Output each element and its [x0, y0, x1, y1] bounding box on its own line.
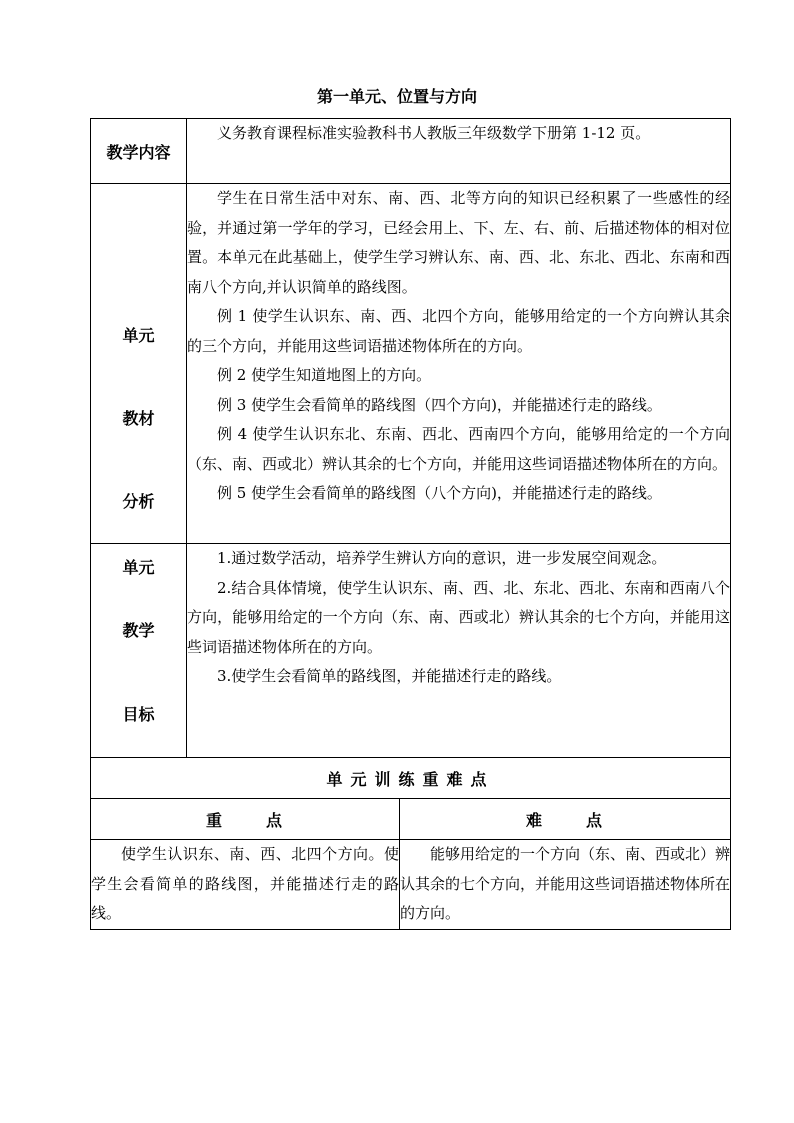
difficult-points-cell: [400, 840, 731, 930]
difficult-label-char-2: 点: [586, 810, 605, 830]
key-label-char-1: 重: [205, 810, 224, 830]
key-points-text: 使学生认识东、南、西、北四个方向。使学生会看简单的路线图，并能描述行走的路线。: [91, 845, 399, 922]
key-difficult-content-row: [91, 840, 731, 930]
key-difficult-subhead-row: [91, 799, 731, 840]
lesson-plan-table: [90, 118, 731, 930]
material-label-line-3: 分析: [122, 492, 155, 511]
material-paragraph: 例 1 使学生认识东、南、西、北四个方向，能够用给定的一个方向辨认其余的三个方向，并能用这些词语描述物体所在的方向。: [187, 307, 730, 355]
difficult-points-header: [400, 799, 731, 840]
material-paragraph: 例 3 使学生会看简单的路线图（四个方向)，并能描述行走的路线。: [217, 395, 662, 414]
goal-paragraph: 2.结合具体情境，使学生认识东、南、西、北、东北、西北、东南和西南八个方向，能够用给定的一个方向（东、南、西或北）辨认其余的七个方向，并能用这些词语描述物体所在的方向。: [187, 578, 730, 656]
material-paragraph: 例 4 使学生认识东北、东南、西北、西南四个方向，能够用给定的一个方向（东、南、西或北）辨认其余的七个方向，并能用这些词语描述物体所在的方向。: [187, 425, 730, 473]
key-difficult-heading: 单元训练重难点: [91, 758, 731, 799]
key-points-cell: [91, 840, 400, 930]
teaching-goals-row: [91, 544, 731, 758]
teaching-content-cell: [187, 119, 731, 184]
teaching-content-text: 义务教育课程标准实验教科书人教版三年级数学下册第 1-12 页。: [217, 124, 651, 142]
material-analysis-cell: [187, 184, 731, 544]
material-paragraph: 例 2 使学生知道地图上的方向。: [217, 366, 432, 384]
difficult-label-char-1: 难: [525, 810, 544, 830]
key-label-char-2: 点: [266, 810, 285, 830]
teaching-content-row: [91, 119, 731, 184]
material-analysis-row: [91, 184, 731, 544]
goal-paragraph: 1.通过数学活动，培养学生辨认方向的意识，进一步发展空间观念。: [217, 549, 667, 567]
goal-paragraph: 3.使学生会看简单的路线图，并能描述行走的路线。: [217, 667, 562, 685]
teaching-goals-label: [91, 544, 187, 758]
teaching-content-label: 教学内容: [91, 119, 187, 184]
page-title: 第一单元、位置与方向: [316, 87, 477, 106]
difficult-points-text: 能够用给定的一个方向（东、南、西或北）辨认其余的七个方向，并能用这些词语描述物体所在的方向。: [400, 845, 731, 922]
key-points-header: [91, 799, 400, 840]
goals-label-line-2: 教学: [122, 621, 155, 640]
material-label-line-1: 单元: [122, 326, 155, 345]
goals-label-line-1: 单元: [122, 558, 155, 577]
teaching-goals-cell: [187, 544, 731, 758]
material-analysis-label: [91, 184, 187, 544]
key-difficult-heading-row: [91, 758, 731, 799]
material-paragraph: 学生在日常生活中对东、南、西、北等方向的知识已经积累了一些感性的经验，并通过第一学年的学习，已经会用上、下、左、右、前、后描述物体的相对位置。本单元在此基础上，使学生学习辨认东、南、西、北、东北、西北、东南和西南八个方向,并认识简单的路线图。: [187, 189, 730, 296]
goals-label-line-3: 目标: [122, 705, 155, 724]
material-paragraph: 例 5 使学生会看简单的路线图（八个方向)，并能描述行走的路线。: [217, 484, 662, 502]
material-label-line-2: 教材: [122, 409, 155, 428]
